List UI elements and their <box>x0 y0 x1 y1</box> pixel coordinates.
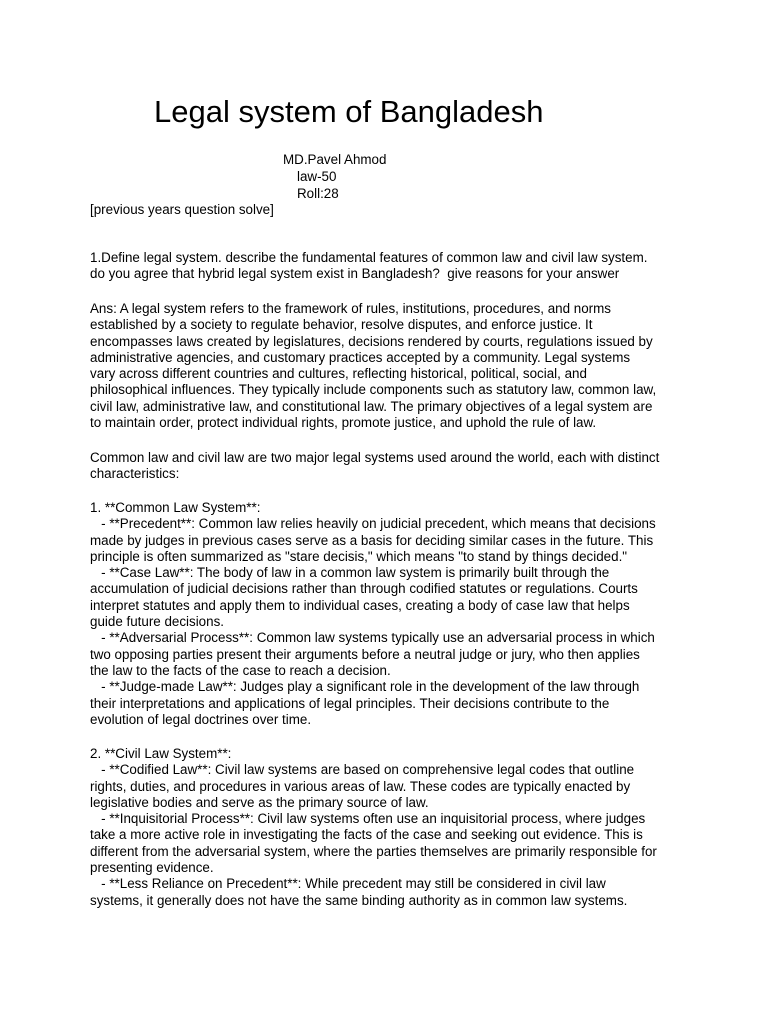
paragraph-line: - **Inquisitorial Process**: Civil law systems often use an inquisitorial process, where judges <box>90 811 646 827</box>
paragraph-line: accumulation of judicial decisions rather than through codified statutes or regulations. Courts <box>90 581 638 597</box>
paragraph-line: to maintain order, protect individual rights, promote justice, and uphold the rule of law. <box>90 415 597 431</box>
paragraph-line: - **Precedent**: Common law relies heavily on judicial precedent, which means that decisions <box>90 516 656 532</box>
paragraph-line: two opposing parties present their arguments before a neutral judge or jury, who then applies <box>90 646 640 662</box>
subtitle-text: [previous years question solve] <box>90 202 274 217</box>
paragraph-line: established by a society to regulate behavior, resolve disputes, and enforce justice. It <box>90 317 593 333</box>
paragraph-line: philosophical influences. They typically include components such as statutory law, common law, <box>90 382 657 398</box>
paragraph-line: 1.Define legal system. describe the fundamental features of common law and civil law system. <box>90 250 648 265</box>
paragraph-line: - **Judge-made Law**: Judges play a significant role in the development of the law through <box>90 679 640 695</box>
paragraph-line: their interpretations and applications of legal principles. Their decisions contribute to the <box>90 695 610 711</box>
paragraph-line: interpret statutes and apply them to individual cases, creating a body of case law that helps <box>90 597 630 613</box>
author-roll: Roll:28 <box>297 186 339 201</box>
paragraph-line: administrative agencies, and customary practices accepted by a community. Legal systems <box>90 349 631 365</box>
paragraph-line: rights, duties, and procedures in various areas of law. These codes are typically enacted by <box>90 778 631 794</box>
paragraph-line: evolution of legal doctrines over time. <box>90 711 312 727</box>
paragraph-line: Ans: A legal system refers to the framework of rules, institutions, procedures, and norms <box>90 301 611 316</box>
paragraph-line: civil law, administrative law, and constitutional law. The primary objectives of a legal system are <box>90 398 653 414</box>
answer-paragraph <box>90 301 690 431</box>
paragraph-line: made by judges in previous cases serve as a basis for deciding similar cases in the future. This <box>90 532 654 548</box>
comparison-paragraph <box>90 450 690 483</box>
paragraph-line: systems, it generally does not have the same binding authority as in common law systems. <box>90 892 628 908</box>
paragraph-line: guide future decisions. <box>90 614 224 630</box>
author-block <box>0 151 386 202</box>
paragraph-line: - **Codified Law**: Civil law systems are based on comprehensive legal codes that outline <box>90 762 635 778</box>
paragraph-line: encompasses laws created by legislatures, decisions rendered by courts, regulations issued by <box>90 333 653 349</box>
paragraph-line: take a more active role in investigating the facts of the case and seeking out evidence. This is <box>90 827 643 843</box>
paragraph-line: Common law and civil law are two major legal systems used around the world, each with distinct <box>90 450 660 465</box>
author-name: MD.Pavel Ahmod <box>283 152 387 167</box>
paragraph-line: vary across different countries and cultures, reflecting historical, political, social, and <box>90 366 587 382</box>
civil-law-section <box>90 746 690 909</box>
paragraph-line: different from the adversarial system, where the parties themselves are primarily responsible for <box>90 843 657 859</box>
paragraph-line: - **Case Law**: The body of law in a common law system is primarily built through the <box>90 565 610 581</box>
paragraph-line: - **Less Reliance on Precedent**: While precedent may still be considered in civil law <box>90 876 606 892</box>
section-heading: 2. **Civil Law System**: <box>90 746 232 761</box>
paragraph-line: presenting evidence. <box>90 860 214 876</box>
paragraph-line: principle is often summarized as "stare decisis," which means "to stand by things decided." <box>90 548 628 564</box>
document-title: Legal system of Bangladesh <box>154 94 544 129</box>
paragraph-line: the law to the facts of the case to reach a decision. <box>90 662 391 678</box>
paragraph-line: legislative bodies and serve as the primary source of law. <box>90 794 429 810</box>
question-paragraph <box>90 250 690 283</box>
paragraph-line: do you agree that hybrid legal system exist in Bangladesh? give reasons for your answer <box>90 266 620 282</box>
author-class: law-50 <box>297 169 337 184</box>
section-heading: 1. **Common Law System**: <box>90 500 261 515</box>
common-law-section <box>90 500 690 728</box>
paragraph-line: - **Adversarial Process**: Common law systems typically use an adversarial process in which <box>90 630 655 646</box>
document-subtitle <box>90 202 690 218</box>
paragraph-line: characteristics: <box>90 466 180 482</box>
